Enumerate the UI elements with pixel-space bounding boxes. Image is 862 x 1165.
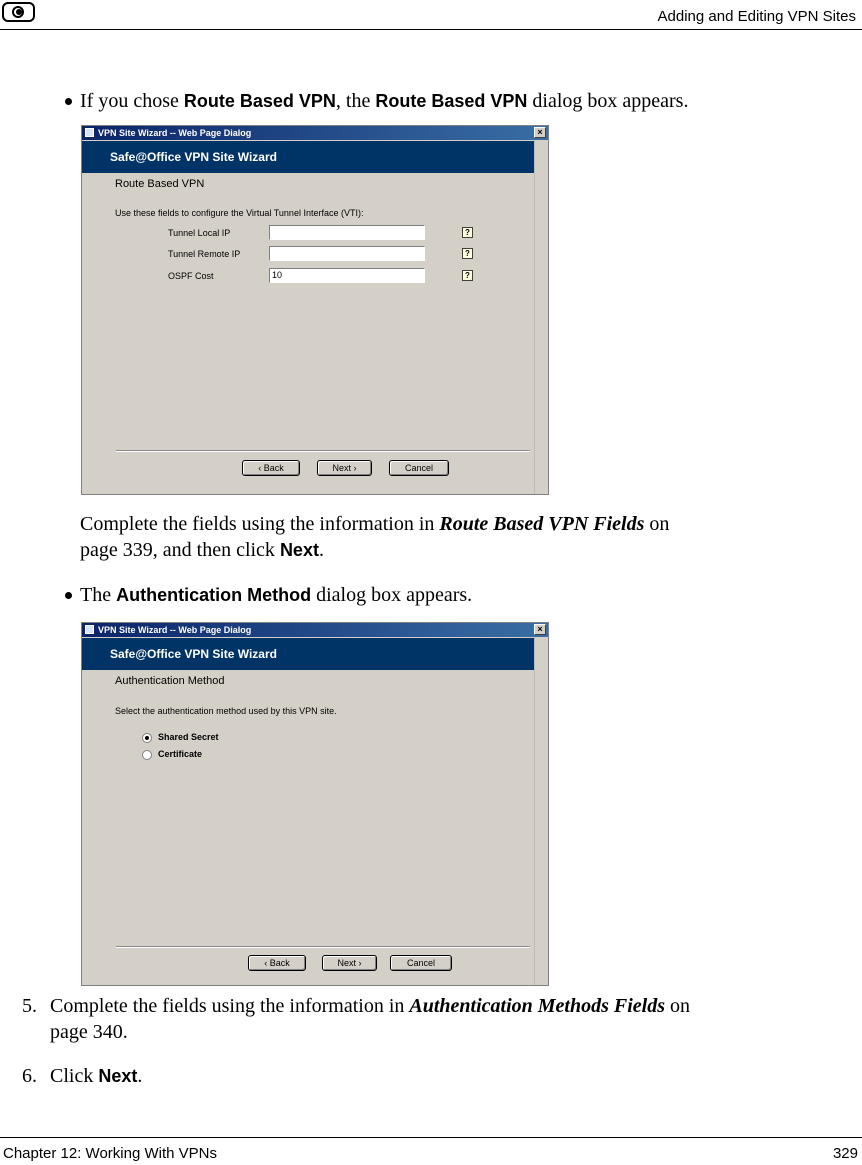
header-rule xyxy=(0,29,862,30)
tunnel-remote-ip-input[interactable] xyxy=(269,246,425,261)
route-based-vpn-dialog xyxy=(81,125,549,495)
authentication-method-dialog xyxy=(81,622,549,986)
help-icon[interactable]: ? xyxy=(462,248,473,259)
footer-rule xyxy=(0,1137,862,1138)
back-button[interactable]: ‹ Back xyxy=(248,955,306,971)
ie-icon xyxy=(85,128,94,137)
instruction-route-based: Complete the fields using the information in Route Based VPN Fields on xyxy=(80,513,670,535)
step-5-line2: page 340. xyxy=(50,1021,128,1043)
cancel-button[interactable]: Cancel xyxy=(390,955,452,971)
certificate-radio[interactable] xyxy=(142,750,152,760)
ospf-cost-input[interactable]: 10 xyxy=(269,268,425,283)
button-separator xyxy=(116,450,530,452)
next-button[interactable]: Next › xyxy=(317,460,372,476)
help-icon[interactable]: ? xyxy=(462,227,473,238)
help-icon[interactable]: ? xyxy=(462,270,473,281)
dialog-window-title: VPN Site Wizard -- Web Page Dialog xyxy=(98,625,252,635)
dialog-window-title: VPN Site Wizard -- Web Page Dialog xyxy=(98,128,252,138)
scrollbar[interactable] xyxy=(534,637,548,985)
header-title: Adding and Editing VPN Sites xyxy=(657,8,856,25)
shared-secret-radio[interactable] xyxy=(142,733,152,743)
bullet-authentication-method: The Authentication Method dialog box appears. xyxy=(80,584,473,606)
step-5: Complete the fields using the information in Authentication Methods Fields on xyxy=(50,995,690,1017)
step-number: 5. xyxy=(22,995,37,1017)
page-description: Select the authentication method used by this VPN site. xyxy=(115,706,337,716)
scrollbar[interactable] xyxy=(534,140,548,494)
close-button[interactable]: × xyxy=(534,127,546,138)
authentication-methods-fields-link[interactable]: Authentication Methods Fields xyxy=(409,995,665,1017)
wizard-header xyxy=(82,638,534,670)
step-6: Click Next. xyxy=(50,1065,143,1087)
tunnel-local-ip-label: Tunnel Local IP xyxy=(168,228,231,238)
back-button[interactable]: ‹ Back xyxy=(242,460,300,476)
wizard-title: Safe@Office VPN Site Wizard xyxy=(110,150,277,164)
bullet-dot xyxy=(65,592,72,599)
ie-icon xyxy=(85,625,94,634)
shared-secret-label[interactable]: Shared Secret xyxy=(158,732,219,742)
dialog-titlebar xyxy=(82,126,548,140)
button-separator xyxy=(116,946,530,948)
route-based-vpn-fields-link[interactable]: Route Based VPN Fields xyxy=(439,513,645,535)
dialog-titlebar xyxy=(82,623,548,637)
page-heading: Authentication Method xyxy=(115,675,225,687)
instruction-route-based-line2: page 339, and then click Next. xyxy=(80,539,324,561)
footer-page-number: 329 xyxy=(832,1145,858,1162)
step-number: 6. xyxy=(22,1065,37,1087)
page-heading: Route Based VPN xyxy=(115,178,205,190)
next-button[interactable]: Next › xyxy=(322,955,377,971)
close-button[interactable]: × xyxy=(534,624,546,635)
wizard-header xyxy=(82,141,534,173)
certificate-label[interactable]: Certificate xyxy=(158,749,203,759)
wizard-title: Safe@Office VPN Site Wizard xyxy=(110,647,277,661)
cancel-button[interactable]: Cancel xyxy=(389,460,449,476)
bullet-route-based: If you chose Route Based VPN, the Route Based VPN dialog box appears. xyxy=(80,90,689,112)
tunnel-remote-ip-label: Tunnel Remote IP xyxy=(168,249,241,259)
tunnel-local-ip-input[interactable] xyxy=(269,225,425,240)
footer-chapter: Chapter 12: Working With VPNs xyxy=(3,1145,217,1162)
bullet-dot xyxy=(65,98,72,105)
logo-icon xyxy=(2,2,35,22)
ospf-cost-label: OSPF Cost xyxy=(168,271,214,281)
page-description: Use these fields to configure the Virtual Tunnel Interface (VTI): xyxy=(115,208,364,218)
